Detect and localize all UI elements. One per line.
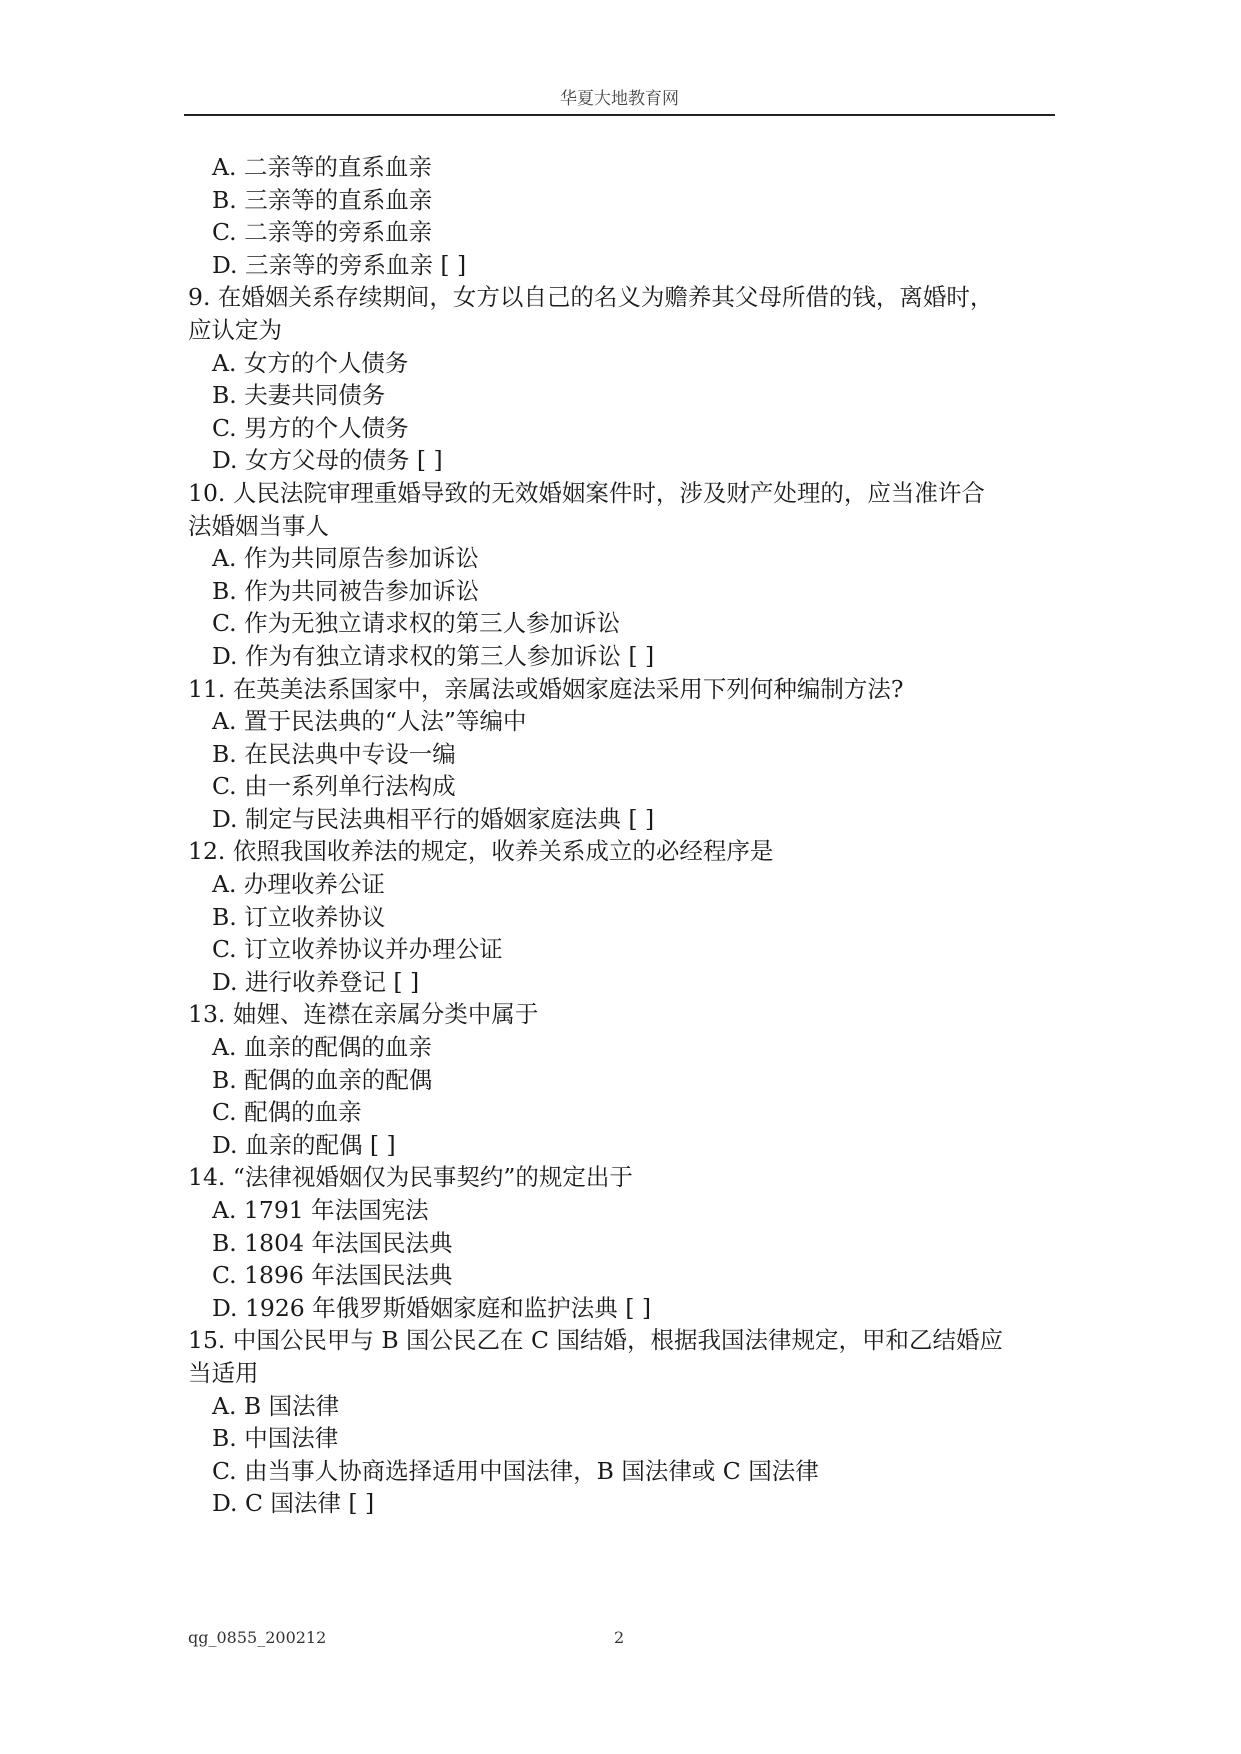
answer-option: C. 由当事人协商选择适用中国法律，B 国法律或 C 国法律 [212,1456,819,1485]
header-rule [184,114,1055,116]
answer-option: D. 三亲等的旁系血亲 [ ] [212,250,467,279]
answer-option: A. 作为共同原告参加诉讼 [212,544,479,573]
document-code: qg_0855_200212 [188,1628,327,1647]
question-text: 14. “法律视婚姻仅为民事契约”的规定出于 [188,1163,633,1192]
answer-option: A. 女方的个人债务 [212,348,409,377]
answer-option: B. 在民法典中专设一编 [212,739,456,768]
answer-option: C. 二亲等的旁系血亲 [212,218,433,247]
answer-option: A. 二亲等的直系血亲 [212,153,432,181]
answer-option: D. 进行收养登记 [ ] [212,967,420,996]
question-text: 应认定为 [188,315,282,344]
answer-option: D. 血亲的配偶 [ ] [212,1130,396,1159]
answer-option: C. 订立收养协议并办理公证 [212,935,503,964]
answer-option: B. 1804 年法国民法典 [212,1228,453,1257]
answer-option: C. 1896 年法国民法典 [212,1261,453,1290]
question-text: 11. 在英美法系国家中，亲属法或婚姻家庭法采用下列何种编制方法? [188,674,904,703]
answer-option: B. 中国法律 [212,1424,339,1453]
question-text: 13. 妯娌、连襟在亲属分类中属于 [188,1000,539,1029]
answer-option: D. 女方父母的债务 [ ] [212,446,443,475]
answer-option: B. 作为共同被告参加诉讼 [212,576,480,605]
question-text: 12. 依照我国收养法的规定，收养关系成立的必经程序是 [188,837,774,866]
answer-option: A. 置于民法典的“人法”等编中 [212,707,527,736]
answer-option: A. 血亲的配偶的血亲 [212,1033,432,1062]
question-list [188,151,1048,1520]
question-text: 法婚姻当事人 [188,511,329,540]
answer-option: B. 配偶的血亲的配偶 [212,1065,433,1094]
question-text: 15. 中国公民甲与 B 国公民乙在 C 国结婚，根据我国法律规定，甲和乙结婚应 [188,1326,1003,1355]
question-text: 10. 人民法院审理重婚导致的无效婚姻案件时，涉及财产处理的，应当准许合 [188,478,985,507]
answer-option: B. 三亲等的直系血亲 [212,185,433,214]
answer-option: A. 办理收养公证 [212,870,385,899]
question-text: 9. 在婚姻关系存续期间，女方以自己的名义为赡养其父母所借的钱，离婚时， [188,283,994,312]
answer-option: C. 配偶的血亲 [212,1098,362,1127]
answer-option: C. 作为无独立请求权的第三人参加诉讼 [212,609,621,638]
answer-option: A. B 国法律 [212,1391,340,1420]
answer-option: D. 作为有独立请求权的第三人参加诉讼 [ ] [212,641,655,670]
answer-option: D. 制定与民法典相平行的婚姻家庭法典 [ ] [212,804,655,833]
question-text: 当适用 [188,1358,259,1387]
page-number: 2 [614,1628,625,1647]
answer-option: B. 订立收养协议 [212,902,386,931]
answer-option: C. 男方的个人债务 [212,413,409,442]
answer-option: D. C 国法律 [ ] [212,1489,375,1518]
answer-option: C. 由一系列单行法构成 [212,772,456,801]
answer-option: B. 夫妻共同债务 [212,381,386,410]
page-header: 华夏大地教育网 [560,89,679,109]
answer-option: A. 1791 年法国宪法 [212,1196,429,1224]
answer-option: D. 1926 年俄罗斯婚姻家庭和监护法典 [ ] [212,1293,651,1322]
